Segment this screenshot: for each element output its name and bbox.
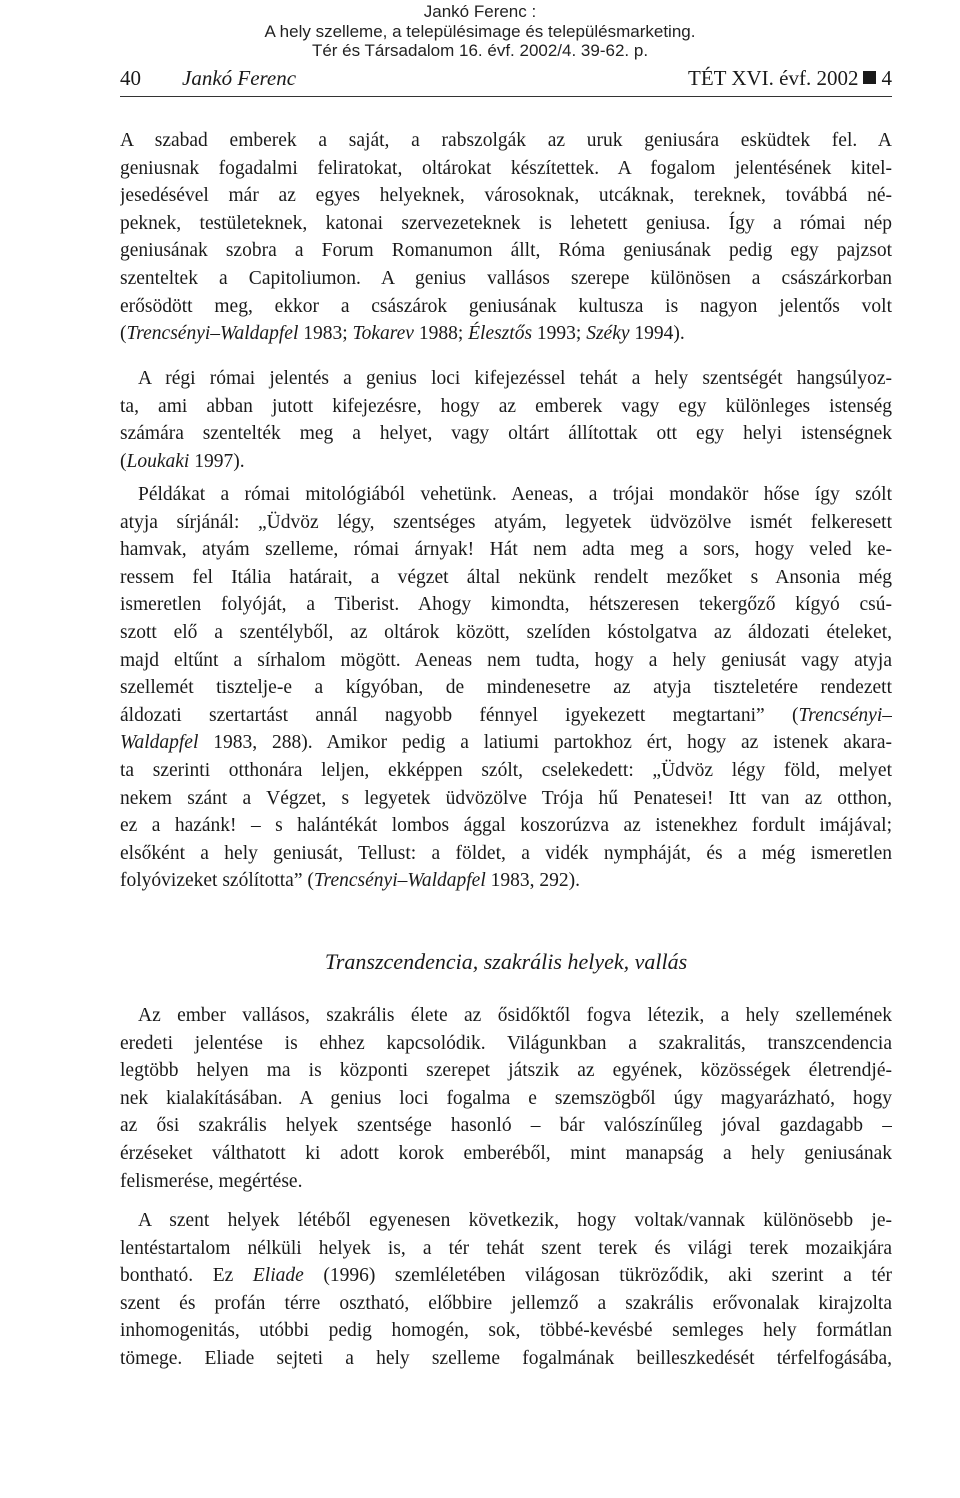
text-line: áldozati szertartást annál nagyobb fénnyel igyekezett megtartani” (Trencsényi– <box>120 704 892 726</box>
running-header <box>120 66 892 98</box>
text-line: felismerése, megértése. <box>120 1170 303 1192</box>
cite-author: Élesztős <box>468 323 533 345</box>
text-line: szenteltek a Capitoliumon. A genius vallásos szerepe különösen a császárkorban <box>120 267 892 289</box>
text-line: (Trencsényi–Waldapfel 1983; Tokarev 1988; Élesztős 1993; Széky 1994). <box>120 323 685 345</box>
text-line: eredeti jelentése is ehhez kapcsolódik. Világunkban a szakralitás, transzcendencia <box>120 1032 892 1054</box>
cite-author: Trencsényi– <box>798 704 892 726</box>
citation-title: A hely szelleme, a településimage és településmarketing. <box>264 21 696 41</box>
paragraph-sacred <box>120 1002 892 1195</box>
cite-author: Tokarev <box>352 323 414 345</box>
text-line: inhomogenitás, utóbbi pedig homogén, sok, többé-kevésbé semleges hely formátlan <box>120 1320 892 1342</box>
text-line: (Loukaki 1997). <box>120 450 245 472</box>
paragraph-sacred-space <box>120 1207 892 1373</box>
cite-author: Waldapfel <box>120 732 199 754</box>
text-line: szellemét tisztelje-e a kígyóban, de mindenesetre az atyja tiszteletére rendezett <box>120 677 892 699</box>
text-line: geniusnak fogadalmi feliratokat, oltárokat készítettek. A fogalom jelentésének kitel- <box>120 157 892 179</box>
cite-author: Loukaki <box>126 450 190 472</box>
journal-name: TÉT XVI. évf. 2002 <box>688 66 859 90</box>
text-line: nek kialakításában. A genius loci fogalma e szemszögből úgy magyarázható, hogy <box>120 1087 892 1109</box>
text-line: lentéstartalom nélküli helyek is, a tér tehát szent terek és világi terek mozaikjára <box>120 1237 892 1259</box>
citation-author: Jankó Ferenc : <box>423 2 537 21</box>
running-journal <box>688 66 892 91</box>
text-line: elsőként a hely geniusát, Tellust: a földet, a vidék nympháját, és a még ismeretlen <box>120 842 892 864</box>
text-line: Példákat a római mitológiából vehetünk. Aeneas, a trójai mondakör hőse így szólt <box>138 484 892 505</box>
text-line: ta, ami abban jutott kifejezésre, hogy az emberek vagy egy különleges istenség <box>120 395 892 417</box>
text-line: az ősi szakrális helyek szentsége hasonló – bár valószínűleg jóval gazdagabb – <box>120 1115 892 1137</box>
text-line: szott elő a szentélyből, az oltárok között, szelíden kóstolgatva az áldozati ételeket, <box>120 621 892 643</box>
section-heading: Transzcendencia, szakrális helyek, vallás <box>324 949 688 974</box>
text-line: ta szerinti otthonára leljen, ekképpen szólt, cselekedett: „Üdvöz légy föld, melyet <box>120 759 892 781</box>
text-line: érzéseket válthatott ki adott korok emberéből, mint manapság a hely geniusának <box>120 1142 892 1164</box>
text-line: Az ember vallásos, szakrális élete az ősidőktől fogva létezik, a hely szellemének <box>138 1005 892 1026</box>
text-line: atyja sírjánál: „Üdvöz légy, szentséges atyám, legyetek üdvözölve ismét felkeresett <box>120 511 892 533</box>
text-line: ez a hazánk! – s halántékát lombos ággal koszorúzva az istenekhez fordult imájával; <box>120 815 892 837</box>
cite-author: Trencsényi–Waldapfel <box>313 870 486 892</box>
text-line: szent és profán térre osztható, előbbire jellemző a szakrális erővonalak kirajzolta <box>120 1292 892 1314</box>
issue-number: 4 <box>881 66 892 90</box>
citation-source: Tér és Társadalom 16. évf. 2002/4. 39-62. p. <box>311 41 649 60</box>
cite-author: Széky <box>586 323 630 345</box>
paragraph-genius-history <box>120 127 892 348</box>
text-line: hamvak, atyám szelleme, római árnyak! Hát nem adta meg a sors, hogy veled ke- <box>120 539 892 561</box>
text-line: ressem fel Itália határait, a végzet által nekünk rendelt mezőket s Ansonia még <box>120 566 892 588</box>
source-citation <box>0 2 960 61</box>
text-line: nekem szánt a Végzet, s legyetek üdvözölve Trója hű Penatesei! Itt van az otthon, <box>120 787 892 809</box>
text-line: folyóvizeket szólította” (Trencsényi–Waldapfel 1983, 292). <box>120 870 580 892</box>
text-line: jesedésével már az egyes helyeknek, városoknak, utcáknak, tereknek, továbbá né- <box>120 185 892 207</box>
text-line: Waldapfel 1983, 288). Amikor pedig a latiumi partokhoz ért, hogy az istenek akara- <box>120 732 892 754</box>
text-line: peknek, testületeknek, katonai szervezeteknek is lehetett geniusa. Így a római nép <box>120 212 892 234</box>
text-line: tömege. Eliade sejteti a hely szelleme fogalmának beilleszkedését térfelfogásába, <box>120 1347 892 1369</box>
text-line: ismeretlen folyóját, a Tiberist. Ahogy kimondta, hétszeresen tekergőző kígyó csú- <box>120 594 892 616</box>
text-line: geniusának szobra a Forum Romanumon állt, Róma geniusának pedig egy pajzsot <box>120 240 892 262</box>
cite-author: Eliade <box>252 1265 304 1287</box>
cite-author: Trencsényi–Waldapfel <box>126 323 299 345</box>
text-line: bontható. Ez Eliade (1996) szemléletében világosan tükröződik, aki szerint a tér <box>120 1265 892 1287</box>
text-line: A szent helyek létéből egyenesen következik, hogy voltak/vannak különösebb je- <box>138 1210 892 1231</box>
header-rule <box>120 96 892 97</box>
text-line: erősödött meg, ekkor a császárok geniusának kultusza is nagyon jelentős volt <box>120 295 892 317</box>
square-bullet-icon <box>863 71 876 84</box>
page-number: 40 <box>120 66 141 90</box>
text-line: majd eltűnt a sírhalom mögött. Aeneas nem tudta, hogy a hely geniusát vagy atyja <box>120 649 892 671</box>
text-line: A szabad emberek a saját, a rabszolgák az uruk geniusára esküdtek fel. A <box>120 130 892 151</box>
text-line: számára szentelték meg a helyet, vagy oltárt állítottak ott egy helyi istenségnek <box>120 423 892 445</box>
text-line: A régi római jelentés a genius loci kifejezéssel tehát a hely szentségét hangsúlyoz- <box>138 368 892 389</box>
text-line: legtöbb helyen ma is központi szerepet játszik az egyének, közösségek életrendjé- <box>120 1060 892 1082</box>
paragraph-aeneas <box>120 481 892 895</box>
running-author: Jankó Ferenc <box>182 66 297 90</box>
paragraph-roman-meaning <box>120 365 892 475</box>
